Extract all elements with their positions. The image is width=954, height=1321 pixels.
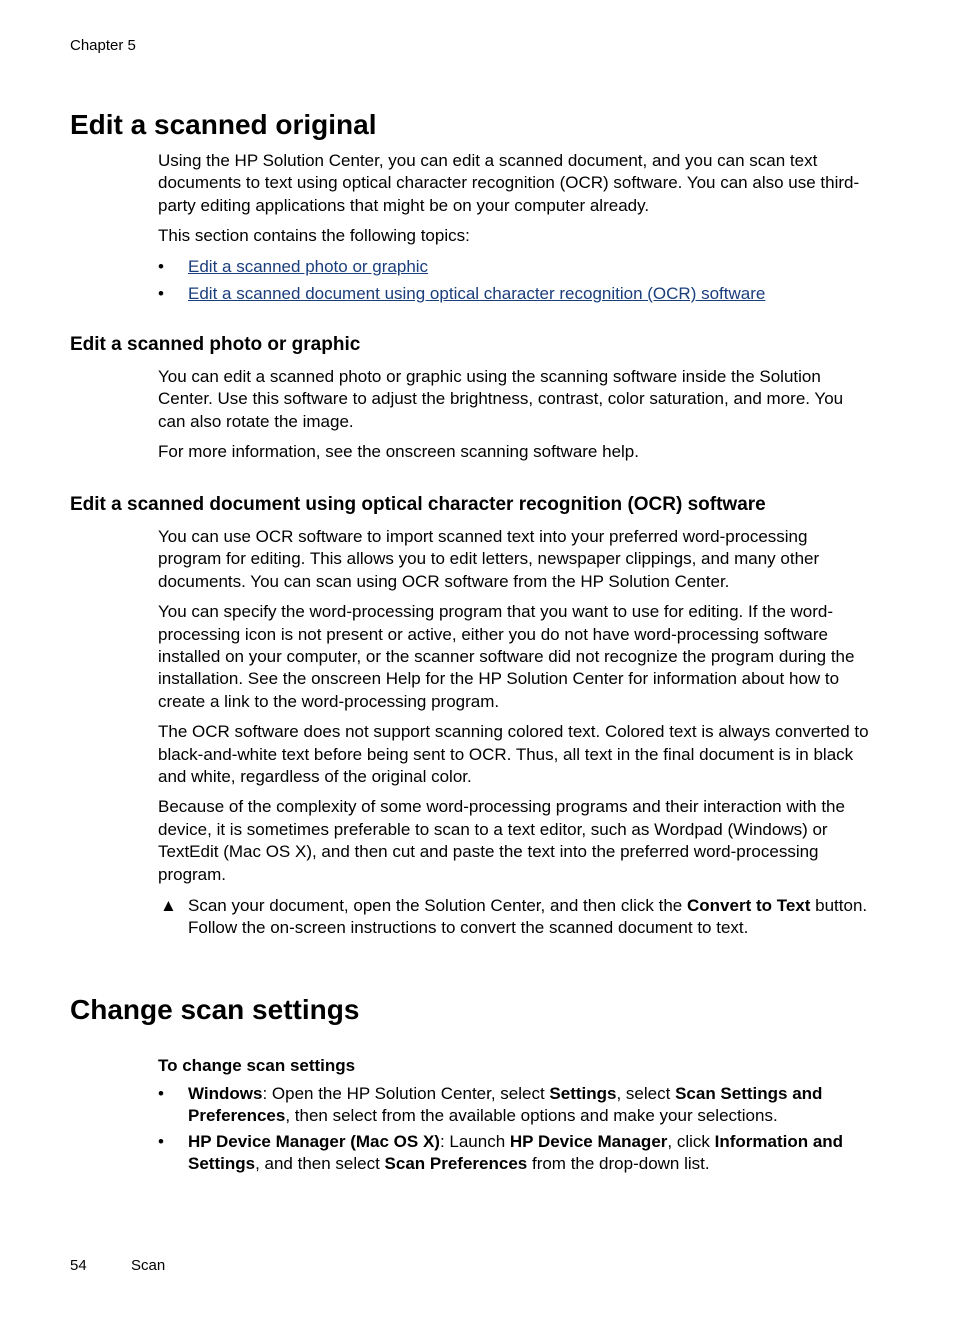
page-number: 54 [70,1257,87,1274]
paragraph: Because of the complexity of some word-processing programs and their interaction with the device, it is sometimes preferable to scan to a text editor, such as Wordpad (Windows) or TextEdit (Mac OS X), and then cut and paste the text into the preferred word-processing program. [158,797,845,884]
procedure-title: To change scan settings [158,1056,356,1075]
list-item [158,283,870,305]
paragraph: The OCR software does not support scanning colored text. Colored text is always converted to black-and-white text before being sent to OCR. Thus, all text in the final document is in black and white, regardless of the original color. [158,722,869,787]
bold-term: HP Device Manager (Mac OS X) [188,1131,440,1151]
settings-list [158,1083,870,1176]
bullet-icon: • [158,1084,164,1103]
page-footer [70,1257,165,1274]
subsection-title-ocr: Edit a scanned document using optical character recognition (OCR) software [70,494,766,515]
topic-link-ocr[interactable]: Edit a scanned document using optical character recognition (OCR) software [188,283,766,303]
step-instruction [158,895,870,940]
section-title-change-scan-settings: Change scan settings [70,994,360,1025]
bold-term: Settings [549,1084,617,1103]
bullet-icon: • [158,1131,164,1151]
text-run: , then select from the available options and make your selections. [285,1106,778,1126]
paragraph: You can edit a scanned photo or graphic using the scanning software inside the Solution Center. Use this software to adjust the brightness, contrast, color saturation, and more. You can also rotate the image. [158,367,844,431]
step-text: button. Follow the on-screen instructions to convert the scanned document to text. [188,896,868,938]
subsection-title-photo: Edit a scanned photo or graphic [70,334,361,355]
paragraph: You can use OCR software to import scanned text into your preferred word-processing program for editing. This allows you to edit letters, newspaper clippings, and many other documents. You can scan using OCR software from the HP Solution Center. [158,527,820,591]
text-run: : Open the HP Solution Center, select [262,1084,550,1103]
bold-term: Windows [188,1084,263,1103]
text-run: , click [667,1131,715,1151]
topics-label: This section contains the following topics: [158,226,470,246]
topics-list [158,256,870,305]
paragraph: You can specify the word-processing program that you want to use for editing. If the word-processing icon is not present or active, either you do not have word-processing software installed on your computer, or the scanner software did not recognize the program during the installation. See the onscreen Help for the HP Solution Center for information about how to create a link to the word-processing program. [158,602,855,711]
bullet-icon: • [158,257,164,276]
text-run: : Launch [439,1131,510,1151]
list-item [158,1083,870,1128]
sub2-body [158,526,870,886]
paragraph: For more information, see the onscreen scanning software help. [158,442,639,462]
bold-term: Scan Settings and Preferences [188,1084,823,1126]
footer-section: Scan [131,1257,166,1274]
list-item [158,1131,870,1176]
intro-paragraph: Using the HP Solution Center, you can edit a scanned document, and you can scan text documents to text using optical character recognition (OCR) software. You can also use third-party editing applications that might be on your computer already. [158,151,860,215]
bullet-icon: • [158,283,164,303]
section-title-edit-scanned-original: Edit a scanned original [70,109,377,140]
bold-term: Information and Settings [188,1131,844,1174]
step-text: Scan your document, open the Solution Center, and then click the [188,896,687,915]
topic-link-photo[interactable]: Edit a scanned photo or graphic [188,257,429,276]
text-run: , and then select [255,1154,385,1174]
sub1-body [158,366,870,464]
text-run: from the drop-down list. [527,1154,710,1174]
running-header: Chapter 5 [70,37,136,54]
triangle-step-icon: ▲ [160,896,177,915]
bold-term: HP Device Manager [509,1131,668,1151]
section1-body [158,150,870,248]
convert-to-text-label: Convert to Text [687,896,811,915]
text-run: , select [616,1084,676,1103]
bold-term: Scan Preferences [384,1154,528,1174]
list-item [158,256,870,278]
